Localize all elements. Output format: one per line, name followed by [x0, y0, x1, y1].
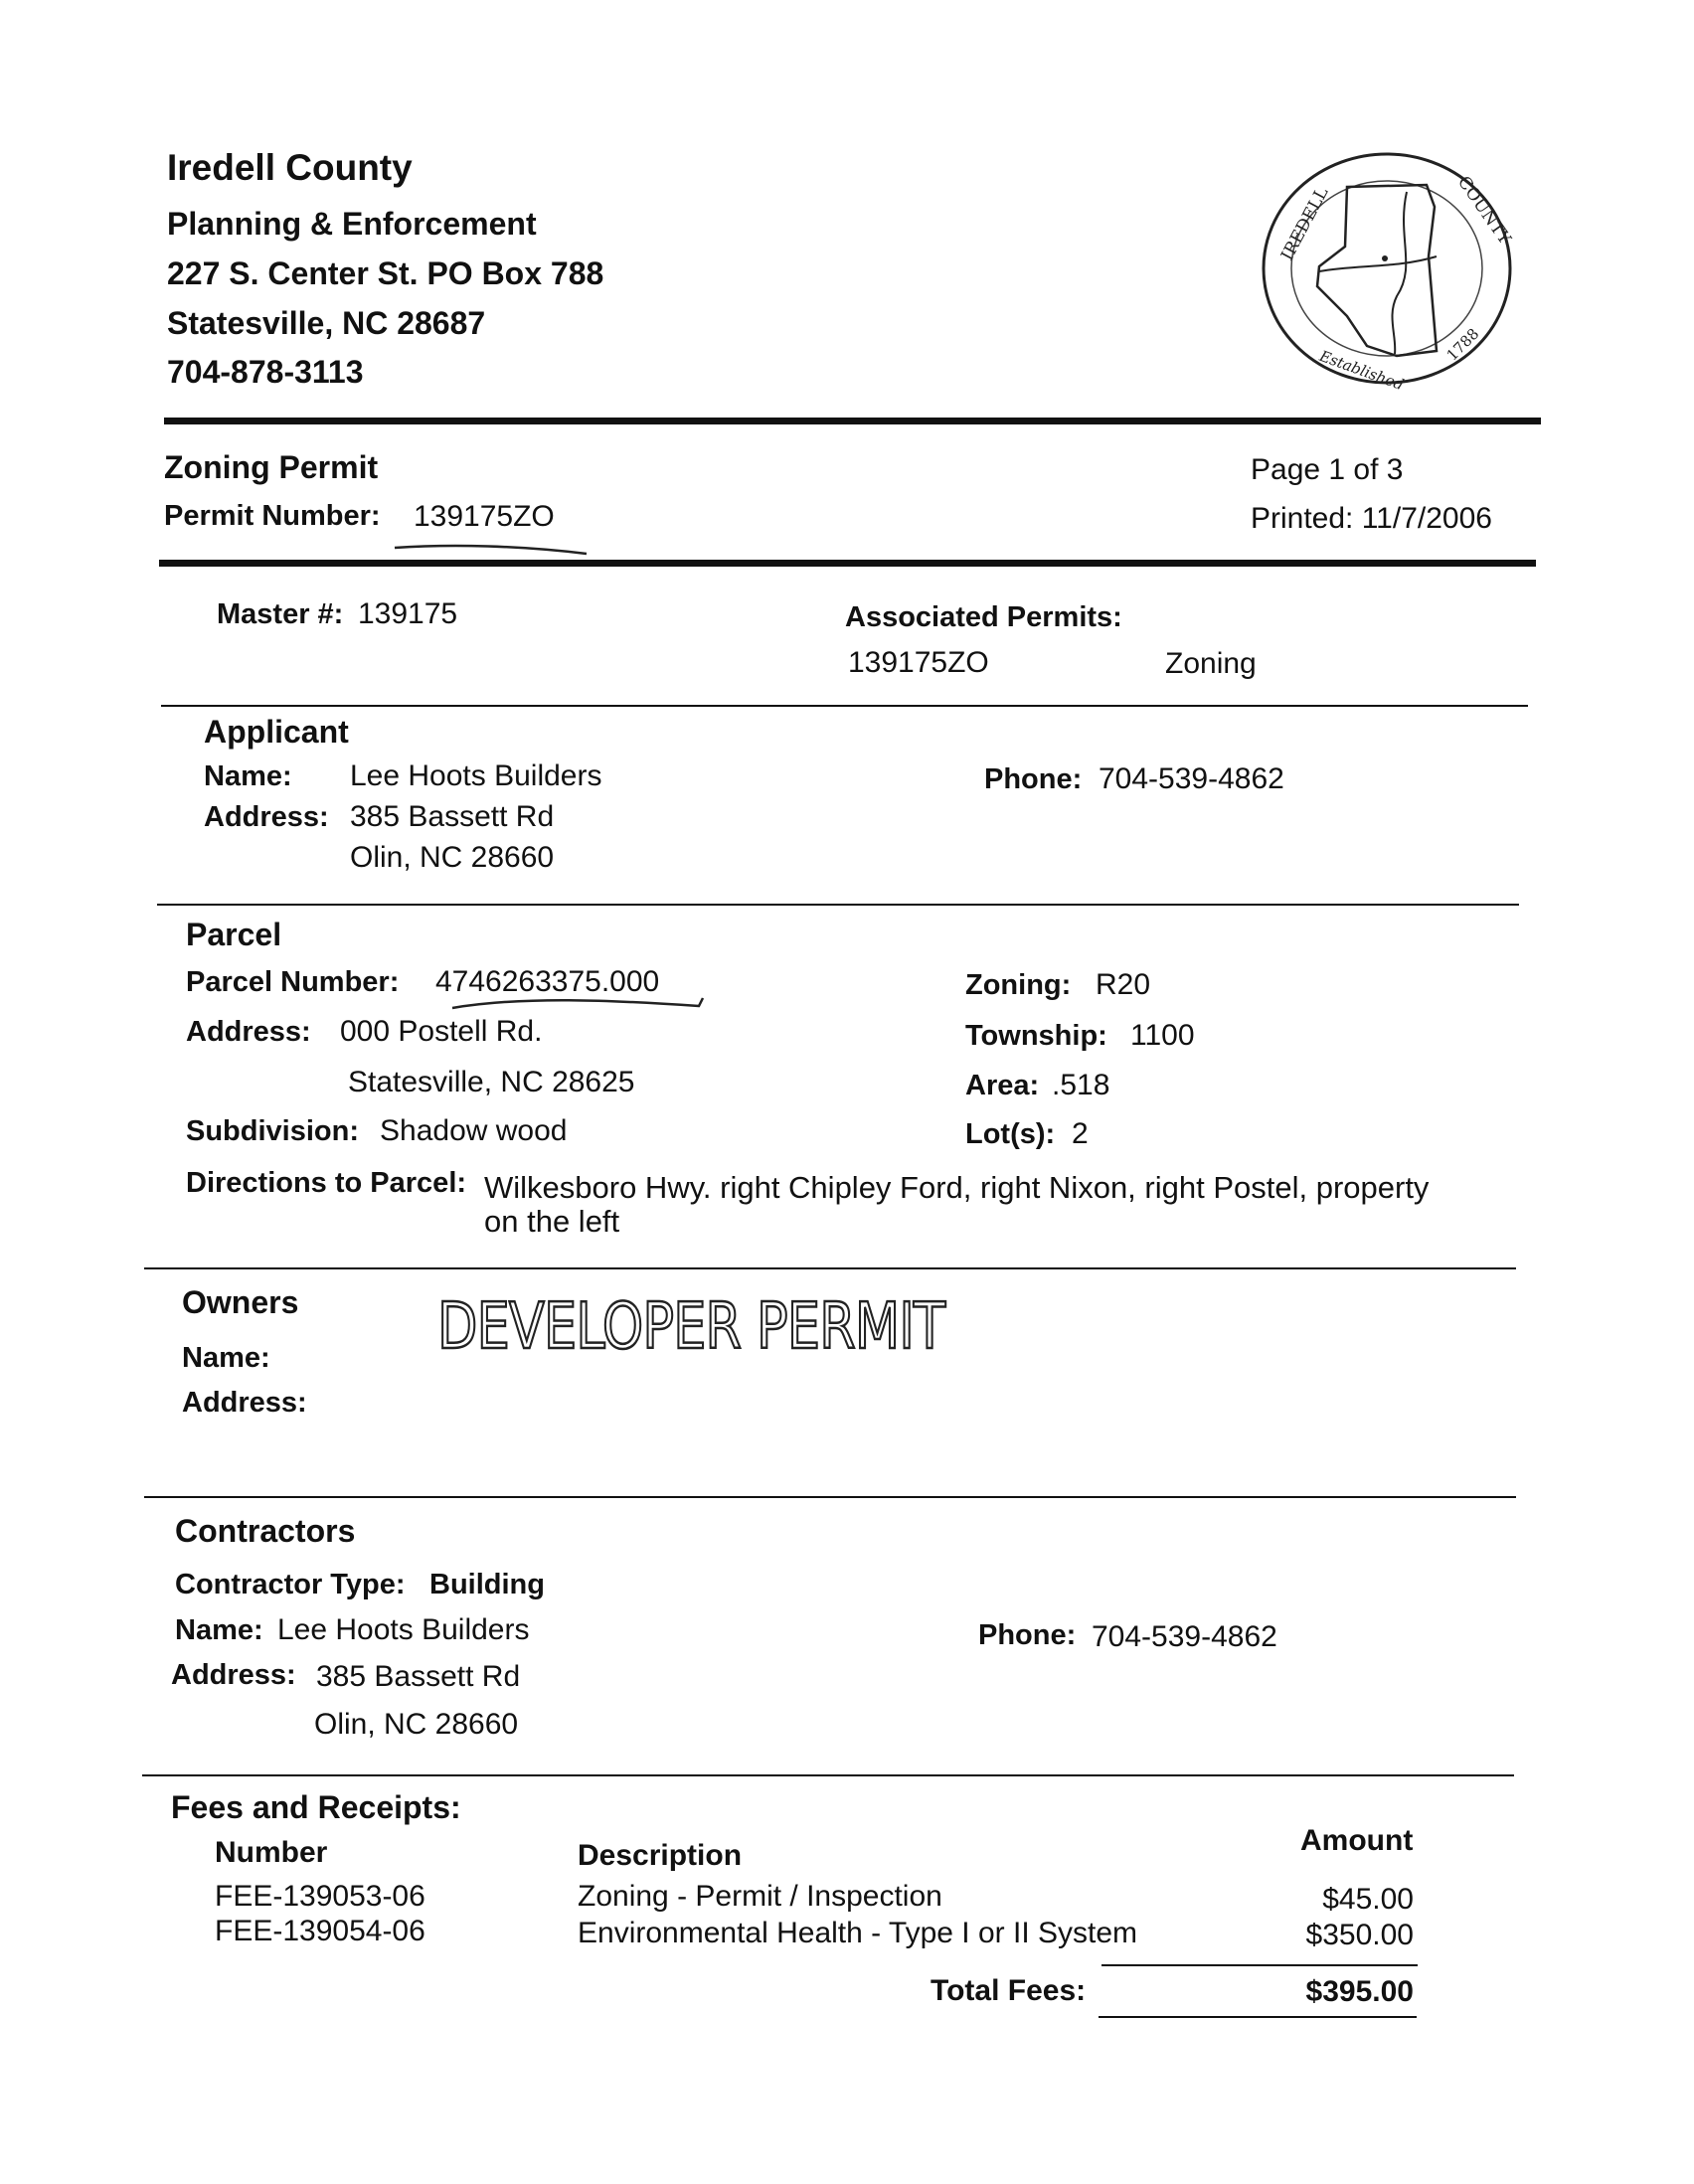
applicant-address-line2: Olin, NC 28660 — [350, 841, 555, 874]
total-fees: $395.00 — [1305, 1975, 1414, 2008]
parcel-number: 4746263375.000 — [435, 965, 660, 998]
section-divider — [157, 904, 1519, 906]
zoning-label: Zoning: — [965, 969, 1072, 1001]
fee-number: FEE-139053-06 — [215, 1880, 425, 1913]
permit-number: 139175ZO — [414, 500, 555, 533]
applicant-phone-label: Phone: — [984, 763, 1083, 795]
contractor-address-label: Address: — [171, 1659, 296, 1691]
department-name: Planning & Enforcement — [167, 206, 537, 242]
fee-number: FEE-139054-06 — [215, 1915, 425, 1947]
section-divider — [144, 1267, 1516, 1269]
applicant-address-label: Address: — [204, 801, 329, 833]
handwritten-underline — [393, 542, 592, 558]
subdivision-label: Subdivision: — [186, 1115, 359, 1147]
applicant-heading: Applicant — [204, 714, 349, 750]
page-indicator: Page 1 of 3 — [1251, 453, 1404, 486]
permit-number-label: Permit Number: — [164, 500, 381, 532]
applicant-address-line1: 385 Bassett Rd — [350, 800, 555, 833]
county-name: Iredell County — [167, 147, 413, 188]
owners-heading: Owners — [182, 1284, 299, 1320]
associated-permit-number: 139175ZO — [848, 646, 989, 679]
lots-value: 2 — [1072, 1117, 1089, 1150]
handwritten-underline — [432, 994, 711, 1016]
parcel-number-label: Parcel Number: — [186, 966, 400, 998]
office-address-line1: 227 S. Center St. PO Box 788 — [167, 255, 604, 291]
office-address-line2: Statesville, NC 28687 — [167, 305, 486, 341]
permit-title: Zoning Permit — [164, 449, 379, 485]
office-phone: 704-878-3113 — [167, 354, 364, 390]
associated-permit-type: Zoning — [1165, 647, 1257, 680]
printed-date: Printed: 11/7/2006 — [1251, 502, 1492, 535]
developer-permit-stamp: DEVELOPER PERMIT — [437, 1290, 945, 1364]
directions-label: Directions to Parcel: — [186, 1167, 467, 1199]
applicant-name-label: Name: — [204, 760, 292, 792]
contractor-phone: 704-539-4862 — [1092, 1620, 1277, 1653]
parcel-heading: Parcel — [186, 917, 282, 952]
fees-col-amount: Amount — [1300, 1824, 1414, 1857]
seal-text-left: IREDELL — [1276, 184, 1333, 264]
total-top-rule — [1101, 1964, 1418, 1966]
fees-col-description: Description — [578, 1839, 743, 1872]
parcel-address-line2: Statesville, NC 28625 — [348, 1066, 635, 1098]
area-value: .518 — [1052, 1069, 1110, 1101]
master-number: 139175 — [358, 597, 458, 630]
zoning-value: R20 — [1096, 968, 1151, 1001]
contractor-address-line1: 385 Bassett Rd — [316, 1660, 521, 1693]
fee-amount: $45.00 — [1322, 1883, 1414, 1916]
fees-col-number: Number — [215, 1836, 328, 1869]
section-divider — [142, 1774, 1514, 1776]
applicant-phone: 704-539-4862 — [1099, 762, 1284, 795]
owner-name-label: Name: — [182, 1342, 270, 1374]
contractors-heading: Contractors — [175, 1513, 356, 1549]
contractor-name: Lee Hoots Builders — [277, 1613, 530, 1646]
directions-line1: Wilkesboro Hwy. right Chipley Ford, right Nixon, right Postel, property — [484, 1170, 1430, 1205]
contractor-type: Building — [429, 1569, 545, 1600]
total-bottom-rule — [1099, 2016, 1417, 2018]
associated-permits-label: Associated Permits: — [845, 601, 1122, 633]
township-value: 1100 — [1130, 1019, 1195, 1052]
parcel-address-label: Address: — [186, 1016, 311, 1048]
parcel-address-line1: 000 Postell Rd. — [340, 1015, 543, 1048]
master-label: Master #: — [217, 598, 344, 630]
county-seal-logo — [1248, 147, 1526, 396]
fee-description: Zoning - Permit / Inspection — [578, 1880, 942, 1913]
directions-line2: on the left — [484, 1204, 620, 1239]
township-label: Township: — [965, 1020, 1107, 1052]
contractor-phone-label: Phone: — [978, 1619, 1077, 1651]
fee-amount: $350.00 — [1305, 1919, 1414, 1951]
contractor-name-label: Name: — [175, 1614, 263, 1646]
permit-divider — [159, 560, 1536, 567]
fee-description: Environmental Health - Type I or II System — [578, 1917, 1138, 1949]
total-fees-label: Total Fees: — [931, 1974, 1087, 2007]
header-divider — [164, 418, 1541, 424]
seal-text-year: 1788 — [1442, 324, 1483, 365]
seal-text-bottom: Established — [1317, 346, 1407, 395]
owner-address-label: Address: — [182, 1387, 307, 1419]
applicant-name: Lee Hoots Builders — [350, 759, 602, 792]
contractor-type-label: Contractor Type: — [175, 1569, 406, 1600]
section-divider — [144, 1496, 1516, 1498]
lots-label: Lot(s): — [965, 1118, 1056, 1150]
contractor-address-line2: Olin, NC 28660 — [314, 1708, 519, 1741]
subdivision: Shadow wood — [380, 1114, 568, 1147]
fees-heading: Fees and Receipts: — [171, 1789, 461, 1825]
seal-text-right: COUNTY — [1452, 172, 1515, 249]
section-divider — [161, 705, 1528, 707]
area-label: Area: — [965, 1070, 1040, 1101]
